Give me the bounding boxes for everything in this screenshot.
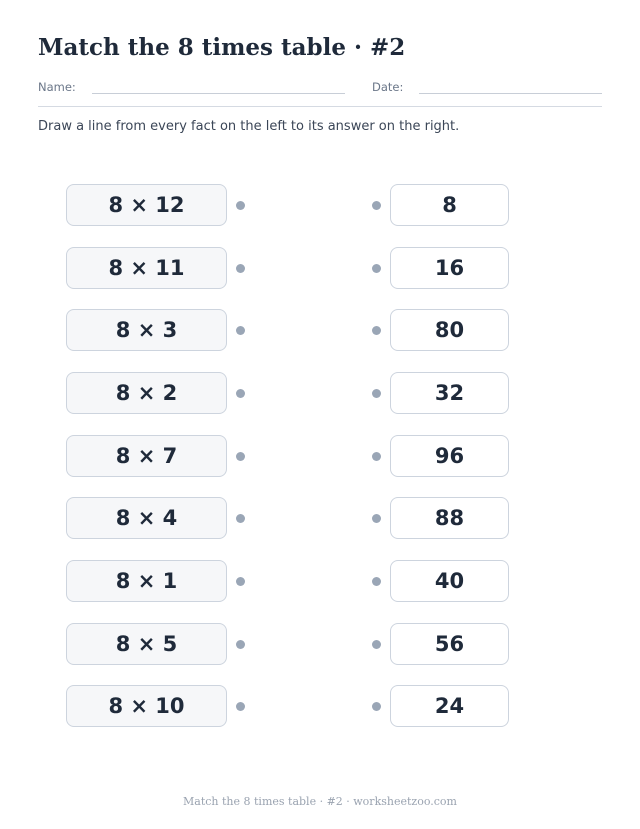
fact-box: 8 × 2 [66, 372, 227, 414]
instructions: Draw a line from every fact on the left to its answer on the right. [38, 119, 460, 134]
fact-box: 8 × 5 [66, 623, 227, 665]
answer-box: 40 [390, 560, 509, 602]
answer-dot[interactable] [372, 640, 381, 649]
fact-dot[interactable] [236, 640, 245, 649]
fact-dot[interactable] [236, 264, 245, 273]
answer-dot[interactable] [372, 514, 381, 523]
answer-dot[interactable] [372, 201, 381, 210]
fact-dot[interactable] [236, 514, 245, 523]
name-line [92, 93, 345, 94]
fact-dot[interactable] [236, 389, 245, 398]
worksheet-title: Match the 8 times table · #2 [38, 34, 406, 61]
answer-box: 88 [390, 497, 509, 539]
fact-box: 8 × 4 [66, 497, 227, 539]
answer-dot[interactable] [372, 264, 381, 273]
fact-box: 8 × 10 [66, 685, 227, 727]
fact-dot[interactable] [236, 452, 245, 461]
fact-dot[interactable] [236, 702, 245, 711]
footer: Match the 8 times table · #2 · worksheetzoo.com [183, 795, 457, 808]
answer-dot[interactable] [372, 577, 381, 586]
fact-dot[interactable] [236, 201, 245, 210]
answer-dot[interactable] [372, 326, 381, 335]
fact-box: 8 × 7 [66, 435, 227, 477]
name-label: Name: [38, 80, 76, 94]
answer-box: 16 [390, 247, 509, 289]
fact-box: 8 × 12 [66, 184, 227, 226]
fact-dot[interactable] [236, 577, 245, 586]
answer-dot[interactable] [372, 452, 381, 461]
answer-box: 8 [390, 184, 509, 226]
fact-box: 8 × 1 [66, 560, 227, 602]
answer-box: 24 [390, 685, 509, 727]
answer-box: 56 [390, 623, 509, 665]
answer-dot[interactable] [372, 389, 381, 398]
answer-box: 80 [390, 309, 509, 351]
fact-box: 8 × 3 [66, 309, 227, 351]
fact-dot[interactable] [236, 326, 245, 335]
fact-box: 8 × 11 [66, 247, 227, 289]
date-line [419, 93, 602, 94]
answer-box: 32 [390, 372, 509, 414]
answer-box: 96 [390, 435, 509, 477]
header-divider [38, 106, 602, 107]
answer-dot[interactable] [372, 702, 381, 711]
date-label: Date: [372, 80, 404, 94]
